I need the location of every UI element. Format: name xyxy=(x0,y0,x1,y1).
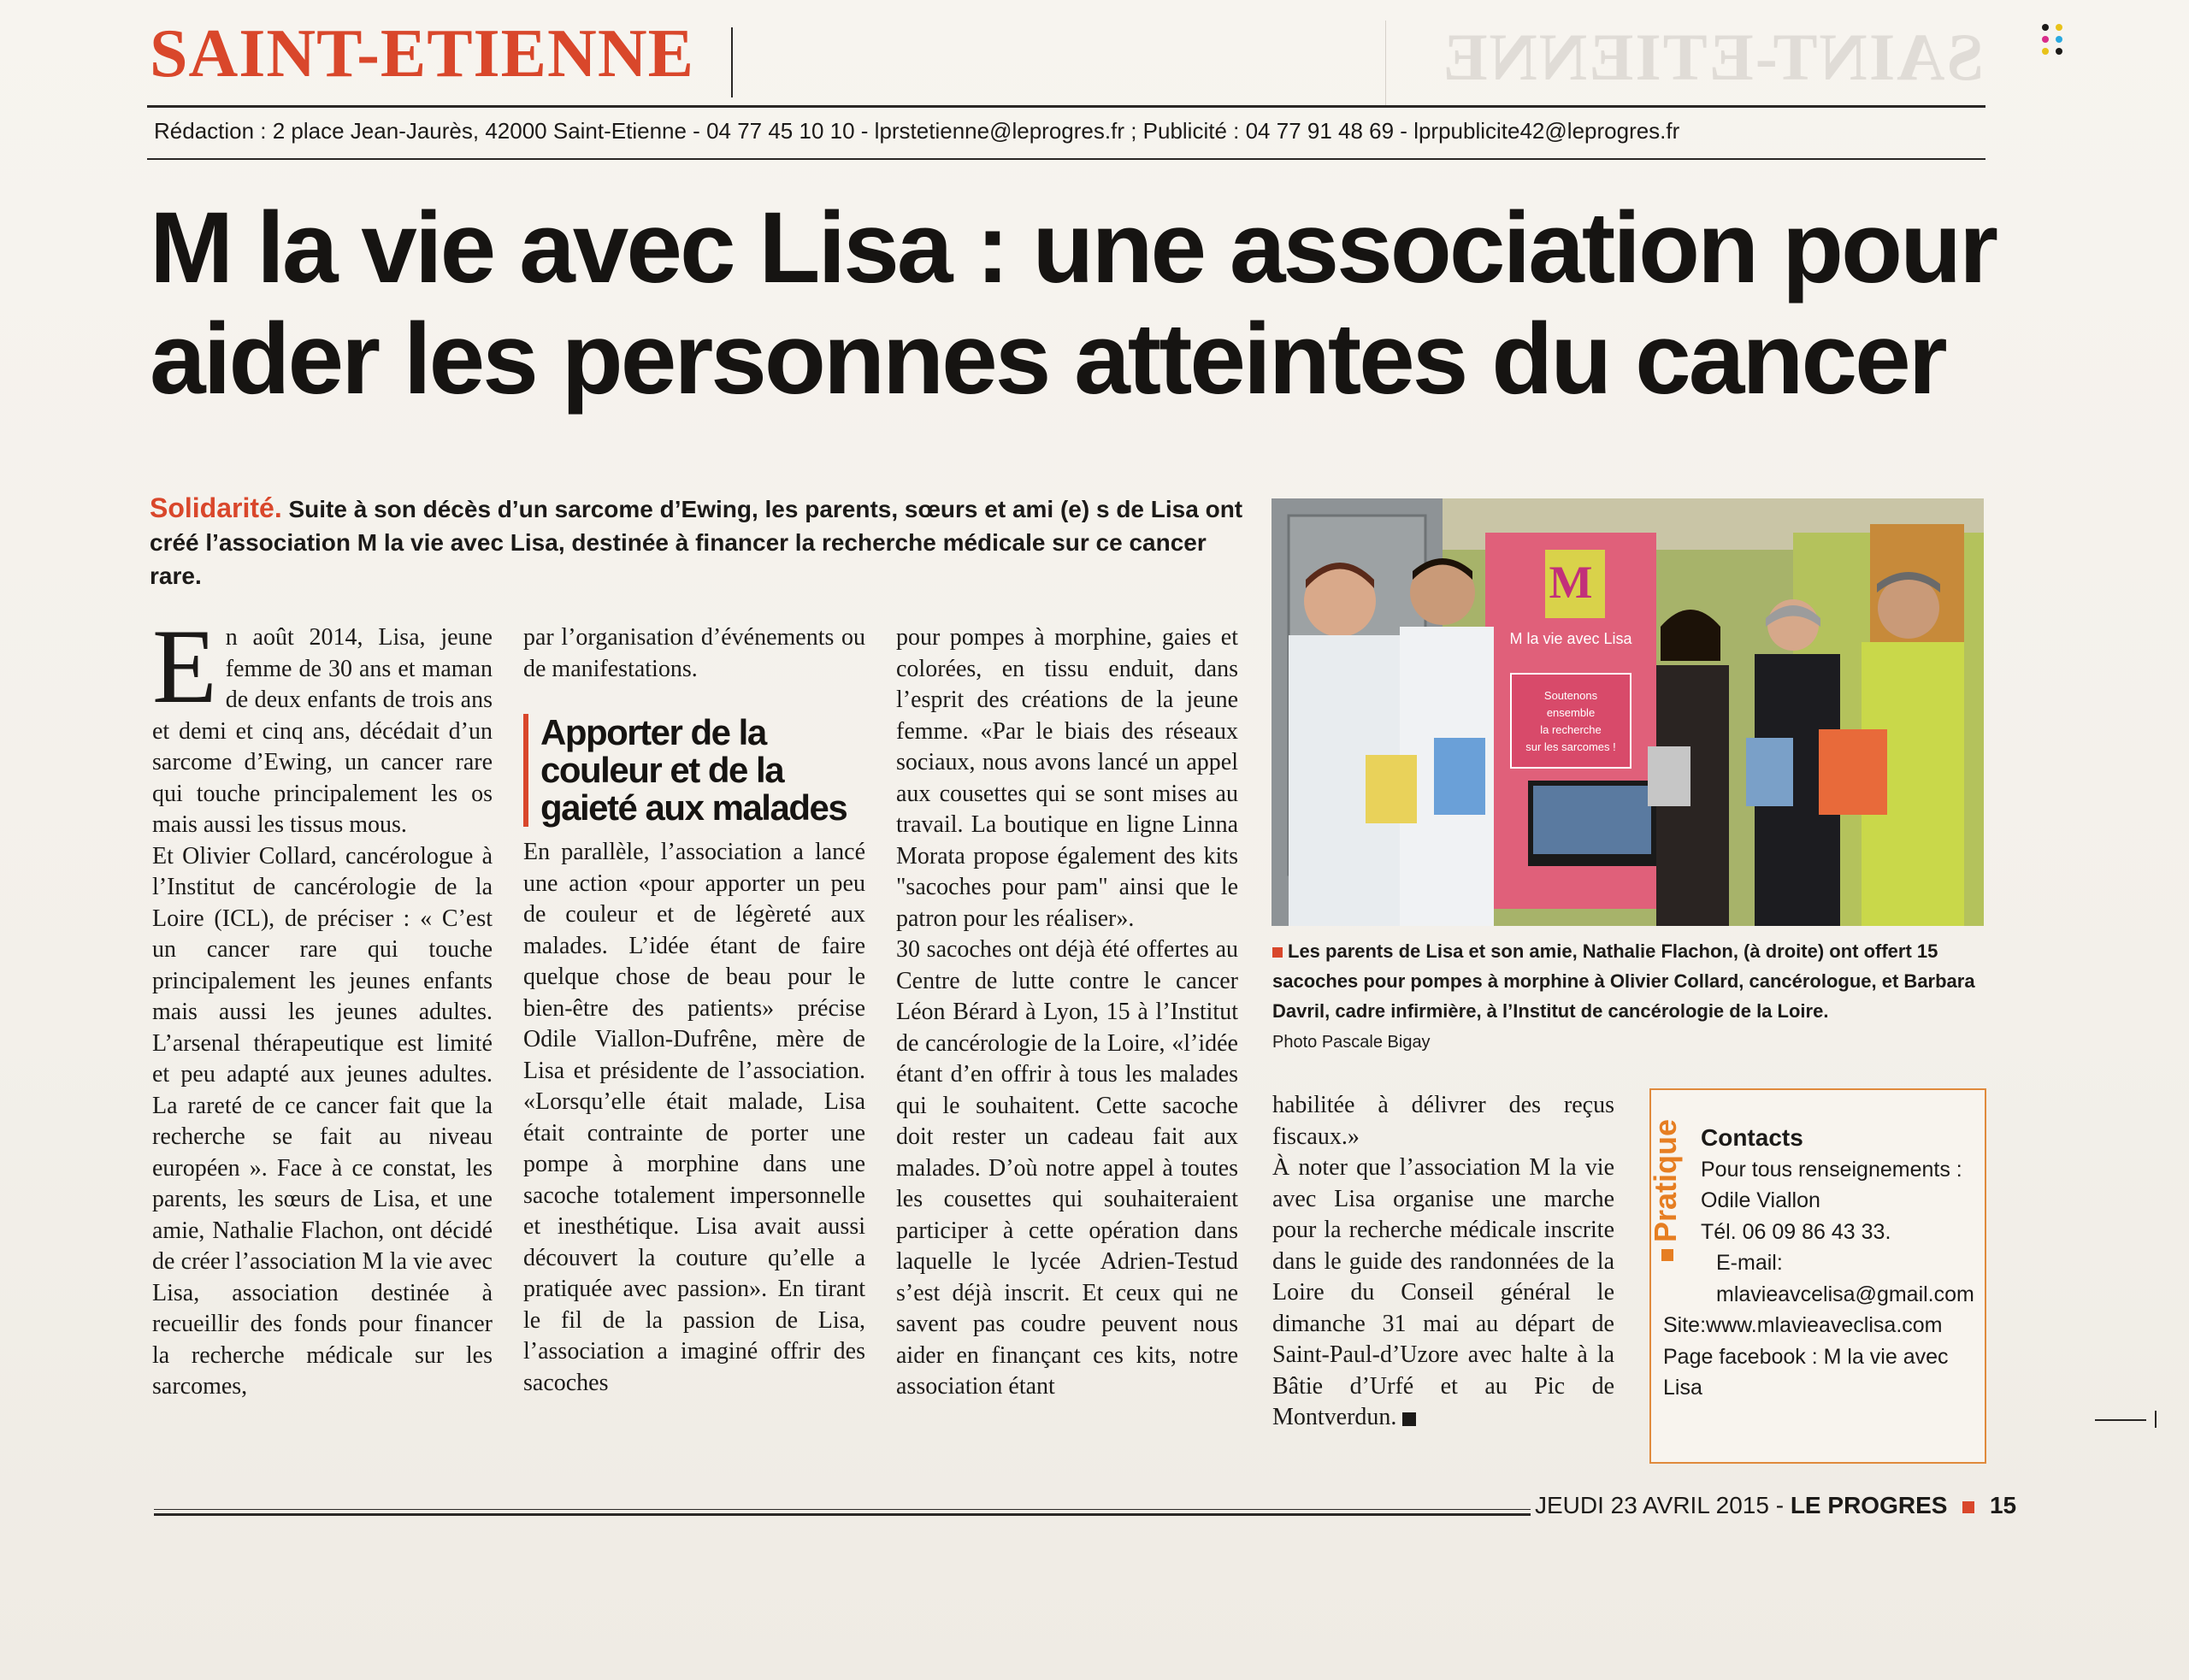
article-subheading: Apporter de la couleur et de la gaieté aux malades xyxy=(523,714,865,827)
article-headline xyxy=(150,192,2005,449)
article-column-2 xyxy=(523,622,865,1477)
paragraph-5: À noter que l’association M la vie avec Lisa organise une marche pour la recherche médicale inscrite dans le guide des randonnées de la Loire du Conseil général le dimanche 31 mai au départ de Saint-Paul-d’Uzore avec halte à la Bâtie d’Urfé et au Pic de Montverdun. xyxy=(1272,1154,1614,1430)
crop-mark xyxy=(2095,1419,2146,1421)
footer-rule-thin xyxy=(154,1509,1531,1510)
print-registration-dots xyxy=(2042,24,2076,75)
paragraph-2: Et Olivier Collard, cancérologue à l’Institut de cancérologie de la Loire (ICL), de préciser : « C’est un cancer rare qui touche principalement les jeunes enfants mais aussi les jeunes adultes. L’arsenal thérapeutique est limité et peu adapté aux jeunes adultes. La rareté de ce cancer fait que la recherche se fait au niveau européen ». Face à ce constat, les parents, les sœurs de Lisa, et une amie, Nathalie Flachon, ont décidé de créer l’association M la vie avec Lisa, association destinée à recueillir des fonds pour financer la recherche médicale sur les sarcomes, xyxy=(152,842,493,1400)
contact-facebook: Page facebook : M la vie avec Lisa xyxy=(1663,1344,1949,1400)
footer-brand: LE PROGRES xyxy=(1790,1492,1948,1518)
pratique-label: Pratique xyxy=(1648,1119,1684,1261)
article-column-4 xyxy=(1272,1090,1614,1483)
headline-line-2: aider les personnes atteintes du cancer xyxy=(150,303,1945,416)
contact-email: E-mail: mlavieavcelisa@gmail.com xyxy=(1716,1251,1974,1306)
contact-website: Site:www.mlavieaveclisa.com xyxy=(1663,1313,1943,1337)
column-4-start: habilitée à délivrer des reçus fiscaux.» xyxy=(1272,1092,1614,1150)
show-through-rule xyxy=(1385,21,1386,106)
column-3-start: pour pompes à morphine, gaies et colorées, en tissu enduit, dans l’esprit des créations de la jeune femme. «Par le biais des réseaux sociaux, nous avons lancé un appel aux cousettes qui se sont mises au travail. La boutique en ligne Linna Morata propose également des kits "sacoches pour pam" ainsi que le patron pour les réaliser». xyxy=(896,624,1238,932)
paragraph-1: n août 2014, Lisa, jeune femme de 30 ans et maman de deux enfants de trois ans et demi et cinq ans, décédait d’un sarcome d’Ewing, un cancer rare qui touche principalement les os mais aussi les tissus mous. xyxy=(152,624,493,838)
article-column-1 xyxy=(152,622,493,1477)
footer-rule xyxy=(154,1513,1531,1516)
section-separator xyxy=(731,27,733,97)
paragraph-4: 30 sacoches ont déjà été offertes au Centre de lutte contre le cancer Léon Bérard à Lyon, 15 à l’Institut de cancérologie de la Loire, «l’idée étant d’en offrir à tous les malades qui le souhaitent. Cette sacoche doit rester un cadeau fait aux malades. D’où notre appel à toutes les cousettes qui souhaiteraient participer à cette opération dans laquelle le lycée Adrien-Testud s’est déjà inscrit. Et ceux qui ne savent pas coudre peuvent nous aider en finançant ces kits, notre association étant xyxy=(896,936,1238,1400)
end-of-article-square xyxy=(1402,1412,1416,1426)
caption-text: Les parents de Lisa et son amie, Nathalie Flachon, (à droite) ont offert 15 sacoches pour pompes à morphine à Olivier Collard, cancérologue, et Barbara Davril, cadre infirmière, à l’Institut de cancérologie de la Loire. xyxy=(1272,940,1975,1022)
contacts-intro: Pour tous renseignements : xyxy=(1701,1157,1962,1182)
footer-date: JEUDI 23 AVRIL 2015 - xyxy=(1535,1492,1785,1518)
svg-text:Soutenons: Soutenons xyxy=(1543,689,1598,702)
banner-title: M la vie avec Lisa xyxy=(1509,630,1632,647)
section-title: SAINT-ETIENNE xyxy=(150,16,694,91)
standfirst-text: Suite à son décès d’un sarcome d’Ewing, les parents, sœurs et ami (e) s de Lisa ont créé l’association M la vie avec Lisa, destinée à financer la recherche médicale sur ce cancer rare. xyxy=(150,496,1243,589)
pratique-square-icon xyxy=(1661,1249,1673,1261)
page-number: 15 xyxy=(1989,1492,2017,1518)
caption-marker xyxy=(1272,947,1283,958)
article-photo xyxy=(1272,498,1984,926)
masthead-rule-top xyxy=(147,105,1985,108)
pratique-box xyxy=(1649,1088,1986,1464)
contacts-title: Contacts xyxy=(1701,1124,1803,1151)
page-footer xyxy=(1535,1492,2017,1526)
crop-mark-tick xyxy=(2155,1411,2157,1428)
photo-credit: Photo Pascale Bigay xyxy=(1272,1033,1431,1052)
svg-text:ensemble: ensemble xyxy=(1546,706,1596,719)
svg-text:M: M xyxy=(1549,557,1593,608)
photo-caption xyxy=(1272,936,1982,1058)
show-through-section-title: SAINT-ETIENNE xyxy=(1441,20,1984,94)
contact-name: Odile Viallon xyxy=(1701,1188,1820,1212)
svg-text:la recherche: la recherche xyxy=(1540,723,1602,736)
article-standfirst xyxy=(150,492,1261,592)
standfirst-kicker: Solidarité. xyxy=(150,492,282,523)
contact-phone: Tél. 06 09 86 43 33. xyxy=(1701,1219,1891,1244)
drop-cap: E xyxy=(152,622,217,725)
paragraph-3: En parallèle, l’association a lancé une action «pour apporter un peu de couleur et de légèreté aux malades. L’idée étant de faire quelque chose de beau pour le bien-être des patients» précise Odile Viallon-Dufrêne, mère de Lisa et présidente de l’association. «Lorsqu’elle était malade, Lisa était contrainte de porter une pompe à morphine dans une sacoche totalement impersonnelle et inesthétique. Lisa avait aussi découvert la couture qu’elle a pratiquée avec passion». En tirant le fil de la passion de Lisa, l’association a imaginé offrir des sacoches xyxy=(523,839,865,1396)
group-photo-illustration xyxy=(1272,498,1984,926)
masthead-rule-bottom xyxy=(147,158,1985,160)
headline-line-1: M la vie avec Lisa : une association pour xyxy=(150,192,1997,304)
footer-square-icon xyxy=(1962,1501,1974,1513)
column-2-start: par l’organisation d’événements ou de manifestations. xyxy=(523,624,865,682)
masthead-contact-info: Rédaction : 2 place Jean-Jaurès, 42000 Saint-Etienne - 04 77 45 10 10 - lprstetienne@leprogres.fr ; Publicité : 04 77 91 48 69 - lprpublicite42@leprogres.fr xyxy=(154,118,1680,144)
svg-text:sur les sarcomes !: sur les sarcomes ! xyxy=(1525,740,1616,753)
article-column-3 xyxy=(896,622,1238,1477)
